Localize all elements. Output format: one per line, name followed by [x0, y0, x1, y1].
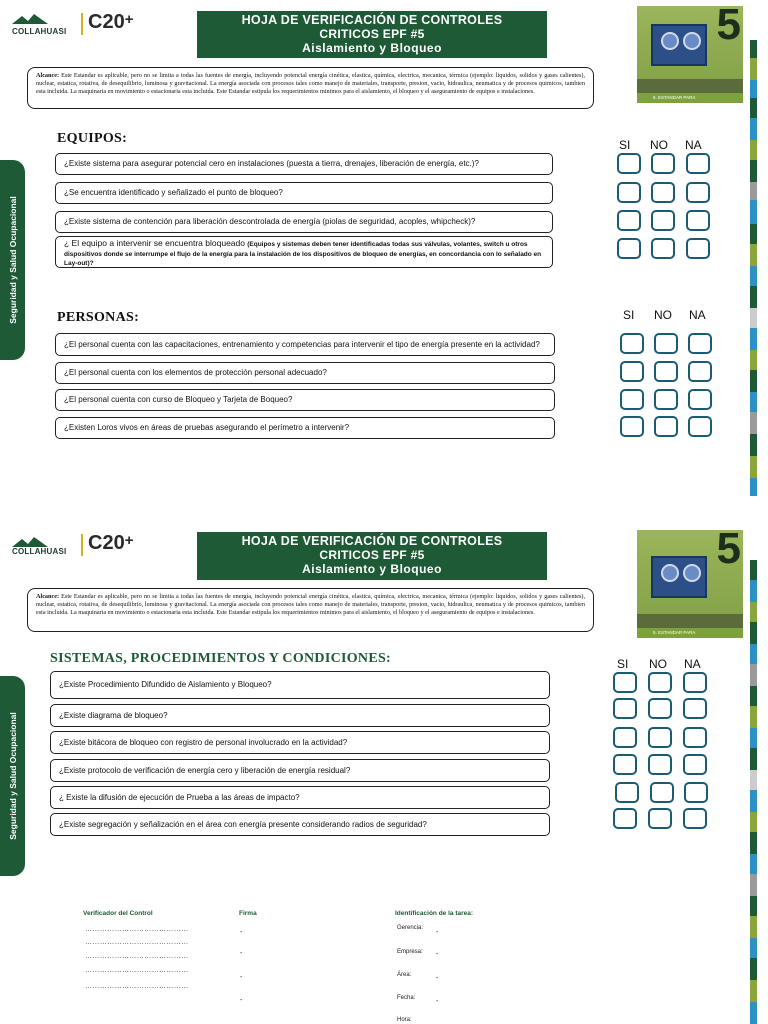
stripe — [750, 602, 757, 622]
col-head-si: SI — [623, 308, 635, 322]
stripe — [750, 182, 757, 200]
question-sistemas-5 — [50, 786, 550, 809]
machine-illustration — [651, 556, 707, 598]
stripe — [750, 686, 757, 706]
fecha-input[interactable]: - — [436, 998, 439, 1005]
checkbox-equipos-1-no[interactable] — [651, 153, 675, 174]
checkbox-sistemas-2-no[interactable] — [648, 698, 672, 719]
question-text: ¿Existe segregación y señalización en el área con energía presente considerando radios de seguridad? — [59, 819, 427, 829]
col-head-no: NO — [649, 657, 667, 671]
section-title-equipos: EQUIPOS: — [57, 131, 128, 146]
scope-box — [27, 588, 594, 632]
section-title-personas: PERSONAS: — [57, 310, 140, 325]
scope-text: Este Estandar es aplicable, pero no se limita a todas las fuentes de energía, incluyendo potencial energía cinética, elastica, química, electrica, mecanica, térmica (ejemplo: liquidos, solidos y gases calientes), nuclear, estatica, rotativa, de desequilibrio, luminosa y gravitacional. La energía asociada con procesos tales como manejo de materiales, transporte, presion, vacio, hidraulica, neumatica y de procesos quimicos, tambien esta incluida. La maquinaria en movimiento o estacionaria esta incluida. Este Estandar estipula los requerimientos minimos para el aislamiento, el bloqueo y el aseguramiento de equipos e instalaciones. — [36, 72, 586, 96]
mountain-icon — [12, 537, 48, 547]
program-plus: + — [124, 532, 134, 549]
standard-photo — [637, 0, 743, 110]
checkbox-sistemas-2-si[interactable] — [613, 698, 637, 719]
photo-ground — [637, 614, 743, 628]
stripe — [750, 308, 757, 328]
col-head-na: NA — [685, 138, 702, 152]
stripe — [750, 200, 757, 224]
logo-divider — [81, 534, 83, 556]
side-tab — [0, 676, 25, 876]
question-text: ¿Existe protocolo de verificación de energía cero y liberación de energía residual? — [59, 765, 351, 775]
stripe — [750, 140, 757, 160]
question-sistemas-4 — [50, 759, 550, 782]
title-line-3: Aislamiento y Bloqueo — [302, 41, 442, 55]
stripe — [750, 350, 757, 370]
question-equipos-2 — [55, 182, 553, 204]
checkbox-sistemas-2-na[interactable] — [683, 698, 707, 719]
checkbox-personas-1-no[interactable] — [654, 333, 678, 354]
checkbox-personas-2-no[interactable] — [654, 361, 678, 382]
stripe — [750, 748, 757, 770]
empresa-input[interactable]: - — [436, 951, 439, 958]
collahuasi-logo — [12, 537, 82, 561]
question-sistemas-6 — [50, 813, 550, 836]
photo-ground — [637, 79, 743, 93]
standard-number: 5 — [716, 0, 741, 49]
firma-line-2[interactable]: - — [240, 950, 243, 957]
stripe — [750, 224, 757, 244]
machine-illustration — [651, 24, 707, 66]
company-name: COLLAHUASI — [12, 27, 67, 36]
checkbox-personas-3-si[interactable] — [620, 389, 644, 410]
checkbox-sistemas-4-na[interactable] — [683, 754, 707, 775]
checkbox-equipos-2-no[interactable] — [651, 182, 675, 203]
checkbox-personas-2-si[interactable] — [620, 361, 644, 382]
firma-line-1[interactable]: - — [240, 929, 243, 936]
question-sistemas-3 — [50, 731, 550, 754]
question-sistemas-2 — [50, 704, 550, 727]
verifier-line-5[interactable]: …………………………………… — [85, 983, 189, 990]
question-note: (Equipos y sistemas deben tener identificadas todas sus válvulas, volantes, switch u otros dispositivos donde se interrumpe el flujo de la energía para la instalación de los dispositivos de bloqueo de energías, en concordancia con lo señalado en Lay-out)? — [64, 241, 542, 267]
photo-caption: 5. ESTANDAR PARA AISLAMIENTO/BLOQUEO — [637, 93, 743, 103]
checkbox-personas-4-si[interactable] — [620, 416, 644, 437]
col-head-no: NO — [654, 308, 672, 322]
question-text: ¿El personal cuenta con las capacitaciones, entrenamiento y competencias para intervenir el tipo de energía presente en la actividad? — [64, 339, 540, 349]
checkbox-personas-4-na[interactable] — [688, 416, 712, 437]
question-text: ¿Existe Procedimiento Difundido de Aislamiento y Bloqueo? — [59, 680, 272, 690]
program-name: C20 — [88, 532, 125, 554]
stripe — [750, 770, 757, 790]
stripe — [750, 832, 757, 854]
stripe — [750, 728, 757, 748]
checkbox-personas-1-si[interactable] — [620, 333, 644, 354]
question-text: ¿El personal cuenta con los elementos de protección personal adecuado? — [64, 368, 327, 378]
title-line-1: HOJA DE VERIFICACIÓN DE CONTROLES — [241, 534, 503, 548]
question-text: ¿ El equipo a intervenir se encuentra bloqueado — [64, 238, 245, 248]
stripe — [750, 456, 757, 478]
col-head-si: SI — [619, 138, 631, 152]
col-head-na: NA — [684, 657, 701, 671]
question-equipos-4 — [55, 236, 553, 268]
task-label: Identificación de la tarea: — [395, 910, 474, 917]
stripe — [750, 58, 757, 80]
verifier-line-2[interactable]: …………………………………… — [85, 939, 189, 946]
program-plus: + — [124, 11, 134, 28]
verifier-line-1[interactable]: …………………………………… — [85, 926, 189, 933]
checkbox-sistemas-5-na[interactable] — [684, 782, 708, 803]
question-text: ¿Existe diagrama de bloqueo? — [59, 710, 168, 720]
side-tab-label: Seguridad y Salud Ocupacional — [7, 196, 18, 324]
checkbox-equipos-4-na[interactable] — [686, 238, 710, 259]
verifier-line-3[interactable]: …………………………………… — [85, 953, 189, 960]
stripe — [750, 938, 757, 958]
checkbox-personas-3-no[interactable] — [654, 389, 678, 410]
question-text: ¿Existe sistema para asegurar potencial cero en instalaciones (puesta a tierra, drenajes, liberación de energía, etc.)? — [64, 159, 479, 169]
standard-number: 5 — [716, 524, 741, 573]
checkbox-personas-3-na[interactable] — [688, 389, 712, 410]
title-line-2: CRITICOS EPF #5 — [319, 27, 425, 41]
checkbox-sistemas-6-no[interactable] — [648, 808, 672, 829]
company-name: COLLAHUASI — [12, 547, 67, 556]
field-gerencia: Gerencia: — [397, 925, 424, 931]
section-title-sistemas: SISTEMAS, PROCEDIMIENTOS Y CONDICIONES: — [50, 651, 392, 666]
question-text: ¿Se encuentra identificado y señalizado el punto de bloqueo? — [64, 188, 283, 198]
scope-box — [27, 67, 594, 109]
checkbox-equipos-2-si[interactable] — [617, 182, 641, 203]
checkbox-personas-4-no[interactable] — [654, 416, 678, 437]
question-personas-2 — [55, 362, 555, 384]
checkbox-sistemas-3-na[interactable] — [683, 727, 707, 748]
stripe — [750, 854, 757, 874]
firma-line-3[interactable]: - — [240, 974, 243, 981]
stripe — [750, 98, 757, 118]
stripe — [750, 916, 757, 938]
collahuasi-logo — [12, 14, 82, 38]
stripe — [750, 118, 757, 140]
stripe — [750, 266, 757, 286]
question-text: ¿Existe sistema de contención para liberación descontrolada de energía (piolas de seguridad, acoples, whipcheck)? — [64, 217, 476, 227]
col-head-si: SI — [617, 657, 629, 671]
title-banner — [197, 11, 547, 58]
program-name: C20 — [88, 11, 125, 33]
area-input[interactable]: - — [436, 975, 439, 982]
scope-text: Este Estandar es aplicable, pero no se limita a todas las fuentes de energía, incluyendo potencial energía cinética, elastica, química, electrica, mecanica, térmica (ejemplo: liquidos, solidos y gases calientes), nuclear, estatica, rotativa, de desequilibrio, luminosa y gravitacional. La energía asociada con procesos tales como manejo de materiales, transporte, presion, vacio, hidraulica, neumatica y de procesos quimicos, tambien esta incluida. La maquinaria en movimiento o estacionaria esta incluida. Este Estandar estipula los requerimientos minimos para el aislamiento, el bloqueo y el aseguramiento de equipos e instalaciones. — [36, 593, 586, 617]
stripe — [750, 244, 757, 266]
stripe — [750, 80, 757, 98]
stripe — [750, 412, 757, 434]
photo-caption: 5. ESTANDAR PARA AISLAMIENTO/BLOQUEO — [637, 628, 743, 638]
checkbox-sistemas-6-si[interactable] — [613, 808, 637, 829]
stripe — [750, 706, 757, 728]
stripe — [750, 286, 757, 308]
checkbox-equipos-3-si[interactable] — [617, 210, 641, 231]
stripe — [750, 980, 757, 1002]
question-text: ¿ Existe la difusión de ejecución de Prueba a las áreas de impacto? — [59, 792, 300, 802]
checkbox-sistemas-4-si[interactable] — [613, 754, 637, 775]
verifier-line-4[interactable]: …………………………………… — [85, 967, 189, 974]
title-banner — [197, 532, 547, 580]
gerencia-input[interactable]: - — [436, 929, 439, 936]
title-line-3: Aislamiento y Bloqueo — [302, 562, 442, 576]
stripe — [750, 328, 757, 350]
stripe — [750, 958, 757, 980]
question-equipos-1 — [55, 153, 553, 175]
checkbox-equipos-4-si[interactable] — [617, 238, 641, 259]
stripe — [750, 478, 757, 496]
stripe — [750, 1002, 757, 1024]
program-logo — [88, 11, 133, 34]
checkbox-sistemas-3-no[interactable] — [648, 727, 672, 748]
checkbox-equipos-4-no[interactable] — [651, 238, 675, 259]
checkbox-equipos-2-na[interactable] — [686, 182, 710, 203]
checkbox-sistemas-4-no[interactable] — [648, 754, 672, 775]
stripe — [750, 644, 757, 664]
field-fecha: Fecha: — [397, 995, 416, 1001]
question-personas-3 — [55, 389, 555, 411]
field-hora: Hora: — [397, 1017, 412, 1023]
stripe — [750, 664, 757, 686]
checkbox-equipos-1-na[interactable] — [686, 153, 710, 174]
question-text: ¿Existe bitácora de bloqueo con registro de personal involucrado en la actividad? — [59, 737, 348, 747]
question-text: ¿Existen Loros vivos en áreas de pruebas asegurando el perímetro a intervenir? — [64, 423, 350, 433]
program-logo — [88, 532, 133, 555]
checkbox-sistemas-1-na[interactable] — [683, 672, 707, 693]
title-line-2: CRITICOS EPF #5 — [319, 548, 425, 562]
checkbox-sistemas-5-no[interactable] — [650, 782, 674, 803]
field-area: Área: — [397, 972, 412, 978]
checkbox-sistemas-1-si[interactable] — [613, 672, 637, 693]
checkbox-sistemas-5-si[interactable] — [615, 782, 639, 803]
checkbox-equipos-3-no[interactable] — [651, 210, 675, 231]
checkbox-sistemas-3-si[interactable] — [613, 727, 637, 748]
checkbox-equipos-3-na[interactable] — [686, 210, 710, 231]
stripe — [750, 434, 757, 456]
stripe — [750, 370, 757, 392]
col-head-na: NA — [689, 308, 706, 322]
stripe — [750, 560, 757, 580]
question-sistemas-1 — [50, 671, 550, 699]
side-tab-label: Seguridad y Salud Ocupacional — [7, 712, 18, 840]
scope-label: Alcance: — [36, 72, 60, 79]
stripe — [750, 874, 757, 896]
checkbox-personas-2-na[interactable] — [688, 361, 712, 382]
checkbox-equipos-1-si[interactable] — [617, 153, 641, 174]
stripe — [750, 580, 757, 602]
stripe — [750, 392, 757, 412]
field-empresa: Empresa: — [397, 949, 423, 955]
standard-photo — [637, 524, 743, 645]
firma-line-4[interactable]: - — [240, 997, 243, 1004]
mountain-icon — [12, 14, 48, 24]
side-tab — [0, 160, 25, 360]
col-head-no: NO — [650, 138, 668, 152]
checkbox-personas-1-na[interactable] — [688, 333, 712, 354]
checkbox-sistemas-6-na[interactable] — [683, 808, 707, 829]
stripe — [750, 790, 757, 812]
stripe — [750, 812, 757, 832]
checkbox-sistemas-1-no[interactable] — [648, 672, 672, 693]
question-personas-4 — [55, 417, 555, 439]
stripe — [750, 160, 757, 182]
scope-label: Alcance: — [36, 593, 60, 600]
verifier-label: Verificador del Control — [83, 910, 153, 917]
title-line-1: HOJA DE VERIFICACIÓN DE CONTROLES — [241, 13, 503, 27]
stripe — [750, 40, 757, 58]
question-equipos-3 — [55, 211, 553, 233]
logo-divider — [81, 13, 83, 35]
stripe — [750, 622, 757, 644]
question-personas-1 — [55, 333, 555, 356]
question-text: ¿El personal cuenta con curso de Bloqueo y Tarjeta de Boqueo? — [64, 395, 293, 405]
firma-label: Firma — [239, 910, 257, 917]
stripe — [750, 896, 757, 916]
